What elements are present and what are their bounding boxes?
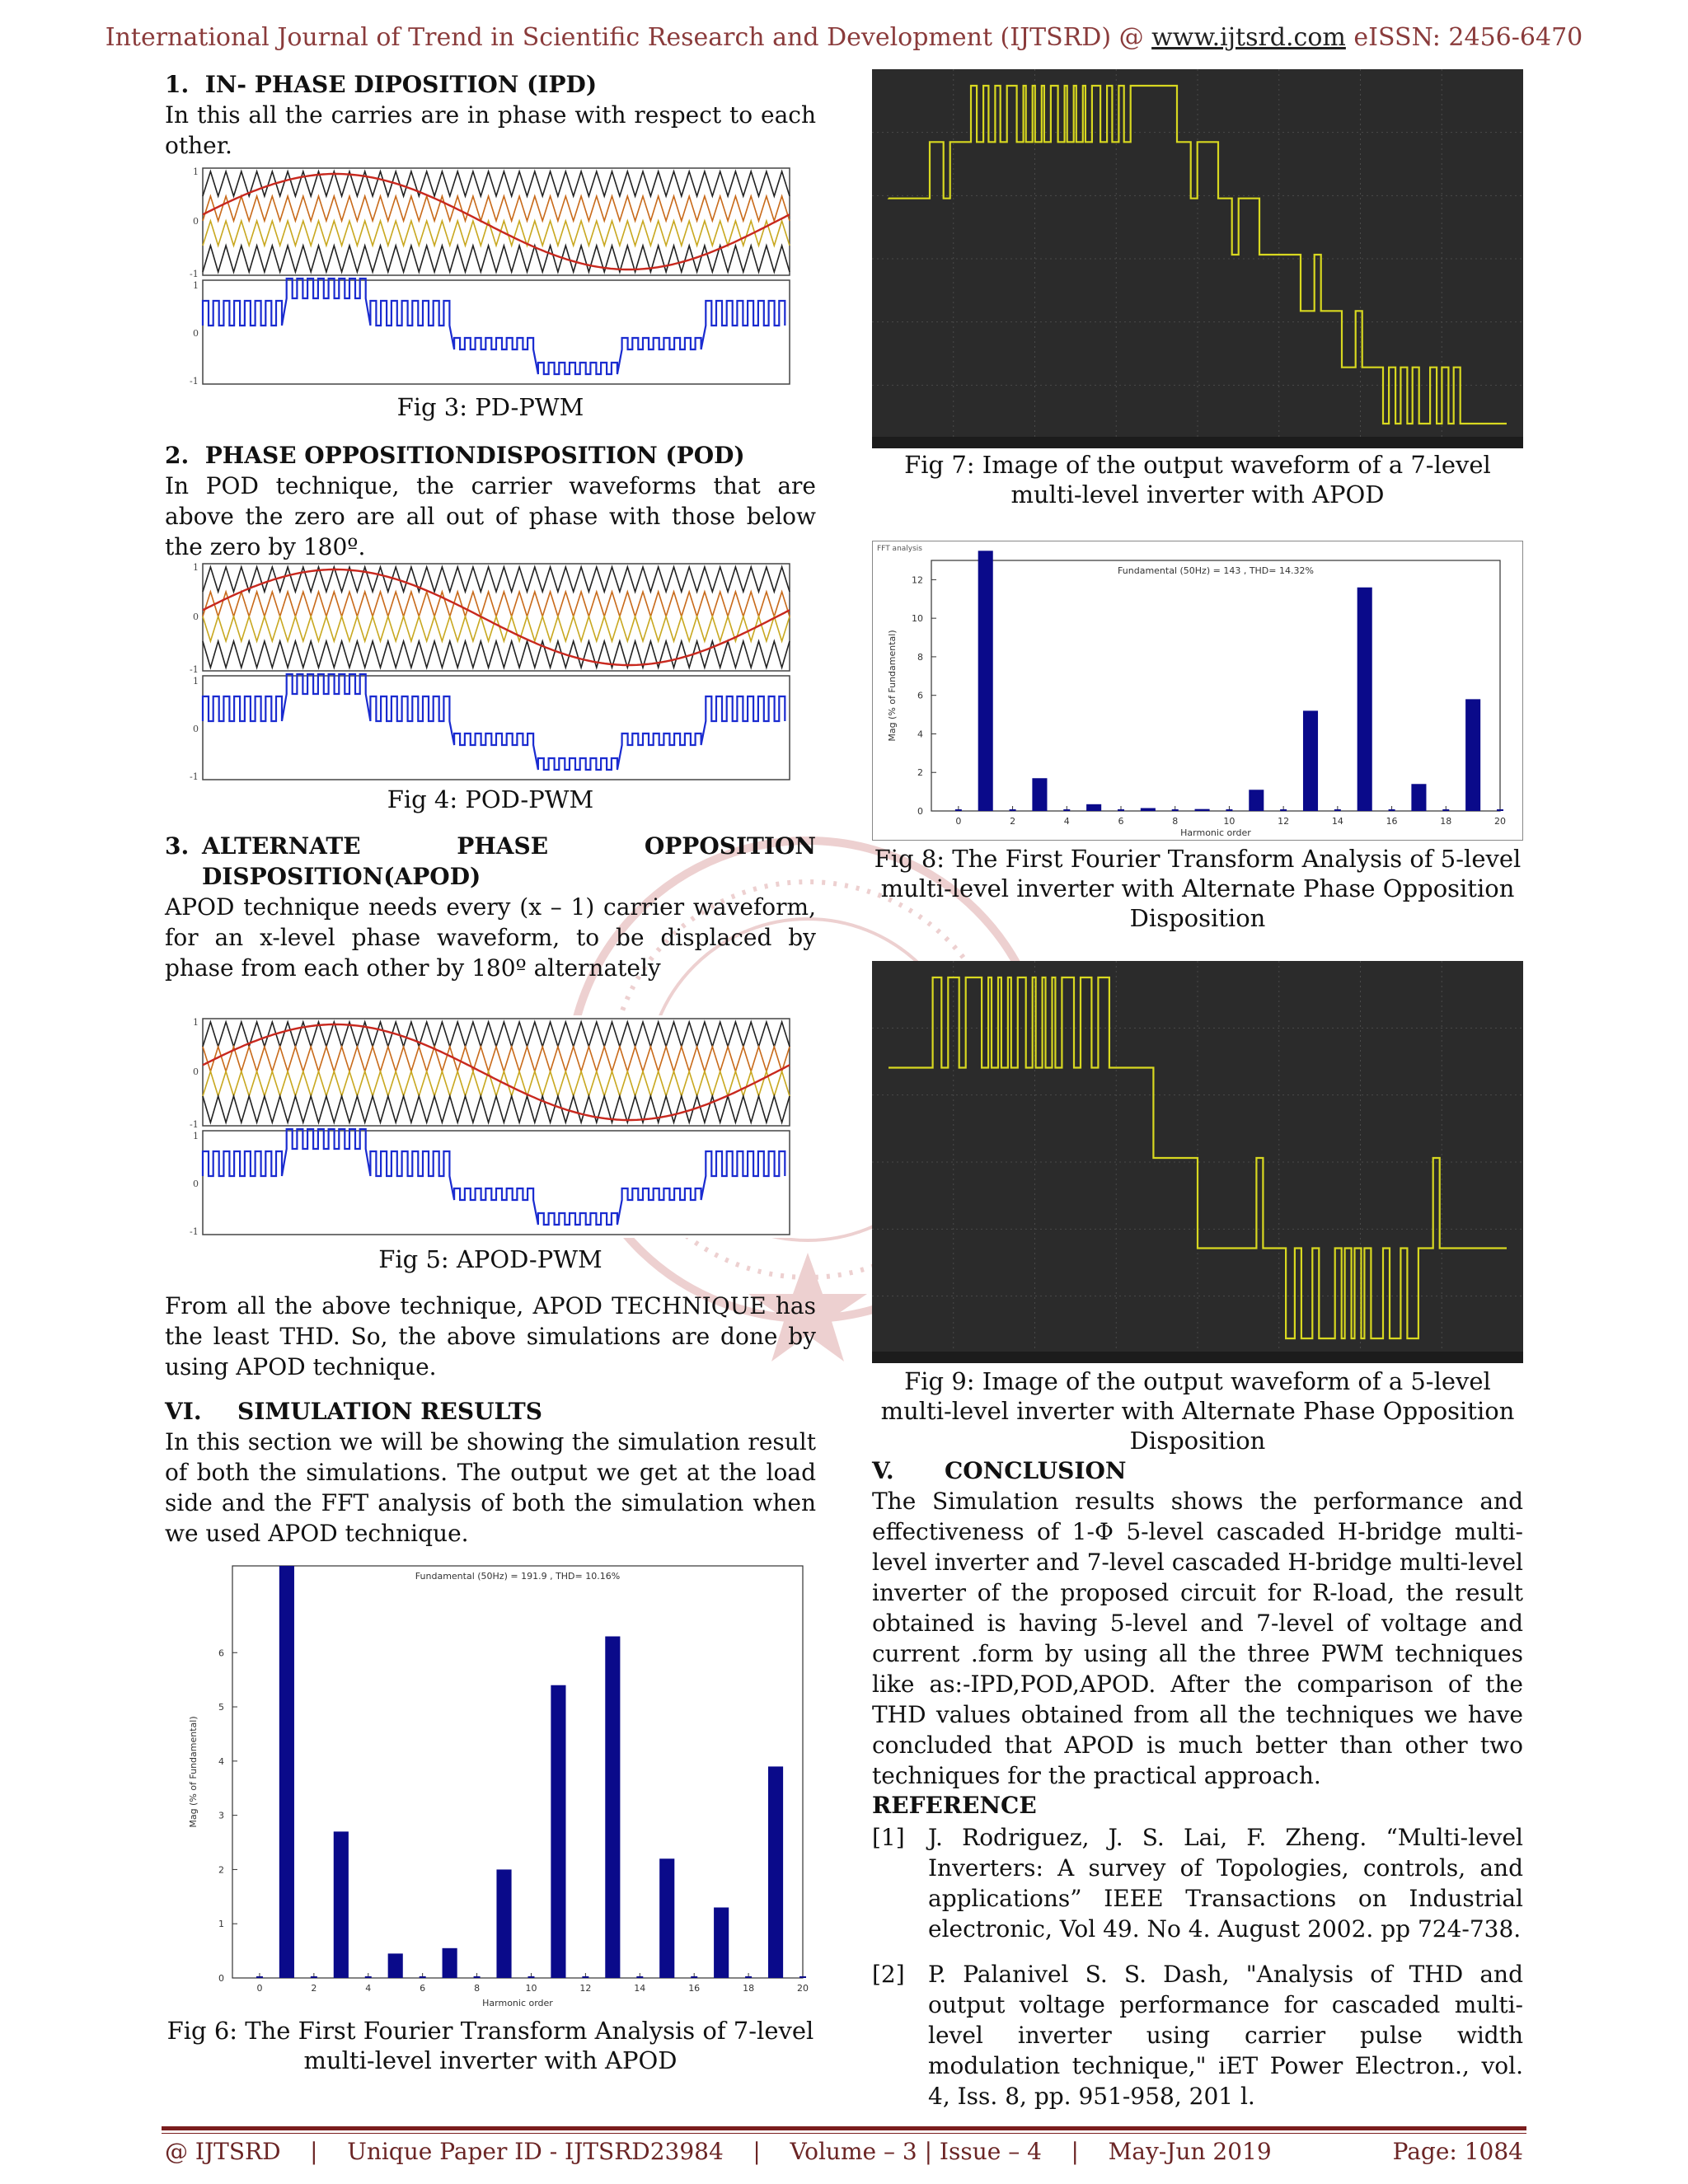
x-tick-label: 0 [256,1983,263,1994]
reference-text: P. Palanivel S. S. Dash, "Analysis of THD and output voltage performance for cascaded multi-level inverter using carrier pulse width modulation technique," iET Power Electron., vol. 4, Iss. 8, pp. 951-958, 201 l. [928,1961,1523,2110]
tick-label: 0 [193,724,199,734]
x-tick-label: 16 [1386,816,1398,827]
x-tick-label: 14 [1331,816,1343,827]
footer-volume: Volume – 3 | Issue – 4 [790,2138,1042,2165]
section-title-word: PHASE [457,832,549,860]
y-tick-label: 0 [218,1973,224,1984]
bar-harmonic-17 [1411,784,1426,811]
bar-harmonic-19 [1465,699,1480,811]
reference-text: J. Rodriguez, J. S. Lai, F. Zheng. “Multi-level Inverters: A survey of Topologies, controls, and applications” IEEE Transactions on Industrial electronic, Vol 49. No 4. August 2002. pp 724-738. [928,1824,1523,1943]
x-tick-label: 6 [420,1983,426,1994]
bar-harmonic-7 [1141,808,1156,811]
scope-axis-strip [872,1352,1523,1363]
section-apod [165,831,816,983]
footer-rule-thin [162,2133,1526,2134]
bar-harmonic-15 [659,1858,674,1978]
figure-corner-label: FFT analysis [877,545,922,553]
bar-harmonic-9 [1195,809,1210,811]
bar-harmonic-1 [279,1566,294,1978]
x-tick-label: 4 [1063,816,1070,827]
figure-caption: Fig 4: POD-PWM [387,785,594,813]
x-tick-label: 16 [688,1983,701,1994]
summary-paragraph: From all the above technique, APOD TECHNIQUE has the least THD. So, the above simulations are done by using APOD technique. [165,1292,816,1380]
reference-item [872,1959,1523,2111]
footer-separator: | [723,2138,790,2165]
figure-apod-pwm [165,1015,795,1238]
tick-label: 0 [193,216,199,227]
chart-title: Fundamental (50Hz) = 143 , THD= 14.32% [1118,565,1314,576]
bar-harmonic-13 [605,1637,620,1978]
plot-frame [931,560,1500,811]
x-tick-label: 10 [525,1983,537,1994]
figure-caption: Fig 8: The First Fourier Transform Analysis of 5-level multi-level inverter with Alternate Phase Opposition Disposition [874,845,1522,932]
x-tick-label: 20 [797,1983,809,1994]
figure-scope-7level [872,69,1523,448]
footer-paper-id: Unique Paper ID - IJTSRD23984 [347,2138,724,2165]
x-tick-label: 20 [1494,816,1506,827]
y-tick-label: 10 [912,613,923,625]
figure-caption: Fig 5: APOD-PWM [378,1245,603,1273]
tick-label: -1 [190,1226,199,1237]
figure-fft-7level [183,1549,809,2011]
y-tick-label: 6 [218,1647,224,1659]
page-footer [165,2138,1523,2165]
figure-caption: Fig 6: The First Fourier Transform Analysis of 7-level multi-level inverter with APOD [166,2017,814,2074]
bar-harmonic-17 [714,1907,729,1978]
section-body: The Simulation results shows the performance and effectiveness of 1-Φ 5-level cascaded H-bridge multi-level inverter and 7-level cascaded H-bridge multi-level inverter of the proposed circuit for R-load, the result obtained is having 5-level and 7-level of voltage and current .form by using all the three PWM techniques like as:-IPD,POD,APOD. After the comparison of the THD values obtained from all the techniques we have concluded that APOD is much better than other two techniques for the practical approach. [872,1488,1523,1789]
y-tick-label: 2 [917,767,923,779]
x-tick-label: 2 [311,1983,317,1994]
plot-frame [203,280,790,384]
footer-date: May-Jun 2019 [1108,2138,1272,2165]
scope-axis-strip [872,437,1523,448]
section-number: V. [872,1457,894,1484]
y-tick-label: 4 [218,1755,224,1767]
section-simulation-results [165,1396,816,1549]
section-body: APOD technique needs every (x – 1) carrier waveform, for an x-level phase waveform, to be displaced by phase from each other by 180º alternately [165,893,816,982]
section-title-word: OPPOSITION [644,832,816,860]
section-number: VI. [165,1398,202,1425]
journal-link[interactable]: www.ijtsrd.com [1151,23,1346,52]
figure-pod-pwm [165,560,795,783]
bar-harmonic-11 [551,1685,565,1978]
tick-label: 0 [193,1066,199,1077]
tick-label: -1 [190,664,199,675]
reference-item [872,1822,1523,1944]
bar-harmonic-3 [1032,778,1047,811]
y-axis-label: Mag (% of Fundamental) [887,630,898,742]
section-number: 2. [165,442,190,469]
y-tick-label: 1 [218,1919,224,1930]
header-issn: eISSN: 2456-6470 [1345,23,1583,52]
plot-frame [203,676,790,780]
x-tick-label: 8 [474,1983,481,1994]
x-axis-label: Harmonic order [1180,827,1251,838]
section-body: In this all the carries are in phase with respect to each other. [165,101,816,159]
section-title-line: DISPOSITION(APOD) [202,863,481,890]
bar-harmonic-5 [1086,804,1101,811]
section-pod [165,440,816,562]
figure-caption: Fig 7: Image of the output waveform of a 7-level multi-level inverter with APOD [904,451,1491,509]
section-number: 3. [165,832,190,860]
bar-harmonic-15 [1357,588,1372,811]
x-tick-label: 18 [743,1983,755,1994]
x-tick-label: 6 [1118,816,1124,827]
y-tick-label: 2 [218,1864,224,1876]
reference-number: [2] [872,1961,905,1988]
figure-pd-pwm [165,165,795,387]
y-tick-label: 5 [218,1702,224,1713]
section-heading [872,1455,1523,1486]
y-tick-label: 0 [917,806,923,817]
tick-label: -1 [190,269,199,279]
bar-harmonic-11 [1249,790,1264,811]
section-heading [165,440,816,471]
bar-harmonic-3 [334,1831,349,1978]
section-heading [165,69,816,100]
bar-harmonic-5 [388,1953,403,1978]
tick-label: 0 [193,612,199,622]
x-tick-label: 18 [1440,816,1452,827]
section-conclusion [872,1455,1523,1791]
footer-separator: | [280,2138,348,2165]
references-title: REFERENCE [872,1792,1037,1819]
section-number: 1. [165,71,190,98]
tick-label: 1 [193,166,199,177]
x-axis-label: Harmonic order [482,1998,553,2008]
tick-label: -1 [190,1119,199,1130]
section-title-word: ALTERNATE [202,832,361,860]
figure-caption: Fig 9: Image of the output waveform of a 5-level multi-level inverter with Alternate Phase Opposition Disposition [880,1367,1515,1455]
y-axis-label: Mag (% of Fundamental) [188,1716,199,1828]
x-tick-label: 2 [1010,816,1016,827]
tick-label: -1 [190,376,199,387]
tick-label: 1 [193,280,199,291]
plot-frame [203,1131,790,1235]
section-title: PHASE OPPOSITIONDISPOSITION (POD) [204,442,745,469]
section-title: SIMULATION RESULTS [237,1398,542,1425]
x-tick-label: 0 [955,816,962,827]
y-tick-label: 4 [917,729,923,740]
y-tick-label: 12 [912,574,923,586]
bar-harmonic-1 [978,551,993,811]
bar-harmonic-9 [496,1869,511,1978]
footer-rule [162,2126,1526,2130]
figure-scope-5level [872,961,1523,1363]
section-title-line [202,831,816,861]
tick-label: 1 [193,562,199,573]
reference-number: [1] [872,1824,905,1851]
footer-publisher: @ IJTSRD [165,2138,281,2165]
tick-label: 0 [193,328,199,339]
tick-label: 1 [193,1017,199,1028]
section-ipd [165,69,816,161]
journal-header [0,23,1688,52]
bar-harmonic-7 [443,1948,457,1978]
section-title: CONCLUSION [945,1457,1127,1484]
section-body: In POD technique, the carrier waveforms that are above the zero are all out of phase with those below the zero by 180º. [165,472,816,560]
chart-title: Fundamental (50Hz) = 191.9 , THD= 10.16% [415,1571,621,1582]
header-text: International Journal of Trend in Scientific Research and Development (IJTSRD) @ [105,23,1152,52]
y-tick-label: 8 [917,651,923,663]
figure-fft-5level [872,541,1523,841]
section-heading [165,831,816,892]
tick-label: 1 [193,676,199,687]
x-tick-label: 10 [1223,816,1236,827]
tick-label: -1 [190,771,199,782]
x-tick-label: 12 [1278,816,1290,827]
bar-harmonic-13 [1303,710,1318,811]
section-body: In this section we will be showing the simulation result of both the simulations. The output we get at the load side and the FFT analysis of both the simulation when we used APOD technique. [165,1428,816,1547]
references [872,1790,1523,2111]
tick-label: 0 [193,1179,199,1189]
y-tick-label: 6 [917,690,923,701]
x-tick-label: 8 [1172,816,1179,827]
tick-label: 1 [193,1131,199,1141]
footer-separator: | [1041,2138,1109,2165]
x-tick-label: 14 [634,1983,646,1994]
y-tick-label: 3 [218,1810,224,1821]
figure-caption: Fig 3: PD-PWM [396,393,584,421]
bar-harmonic-19 [768,1766,783,1978]
section-title: IN- PHASE DIPOSITION (IPD) [204,71,598,98]
section-heading [165,1396,816,1427]
footer-page: Page: 1084 [1392,2138,1523,2165]
x-tick-label: 12 [579,1983,592,1994]
x-tick-label: 4 [365,1983,372,1994]
